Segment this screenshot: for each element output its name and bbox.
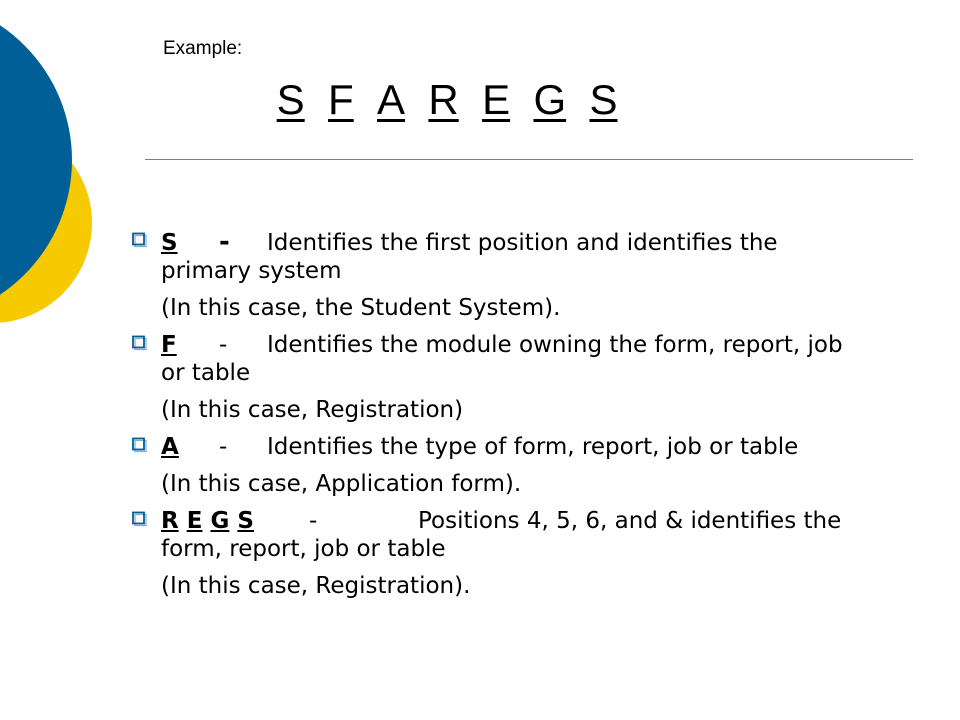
list-item [130,331,850,387]
example-label: Example: [163,38,243,59]
page-title [265,76,617,124]
title-letter: G [533,76,567,123]
title-letter: F [328,76,354,123]
list-item [130,433,850,461]
position-code [161,507,309,535]
code-letter: R [161,508,179,534]
item-note: (In this case, the Student System). [161,295,561,321]
code-letter: G [210,508,230,534]
item-note: (In this case, Application form). [161,471,522,497]
code-letter: S [237,508,254,534]
position-code: A [161,434,179,460]
item-note: (In this case, Registration) [161,397,464,423]
separator-dash: - [309,508,318,534]
item-description: Identifies the first position and identifies the primary system [161,230,778,284]
title-letter: S [589,76,618,123]
title-divider [145,159,913,160]
code-letter: E [186,508,203,534]
item-note: (In this case, Registration). [161,573,471,599]
decorative-circles [0,0,110,400]
separator-dash: - [219,434,228,460]
hollow-square-bullet-icon [130,437,147,454]
title-letter: R [428,76,459,123]
title-letter: E [482,76,511,123]
separator-dash: - [219,227,230,257]
position-code: S [161,230,178,256]
title-letter: A [377,76,406,123]
item-description: Positions 4, 5, 6, and & identifies the form, report, job or table [161,508,842,562]
hollow-square-bullet-icon [130,511,147,528]
title-letter: S [276,76,305,123]
list-item [130,228,850,285]
item-description: Identifies the module owning the form, report, job or table [161,332,843,386]
position-code: F [161,332,177,358]
item-description: Identifies the type of form, report, job or table [267,434,799,460]
bullet-list [130,228,850,600]
separator-dash: - [219,332,228,358]
hollow-square-bullet-icon [130,232,147,249]
hollow-square-bullet-icon [130,335,147,352]
list-item [130,507,850,563]
